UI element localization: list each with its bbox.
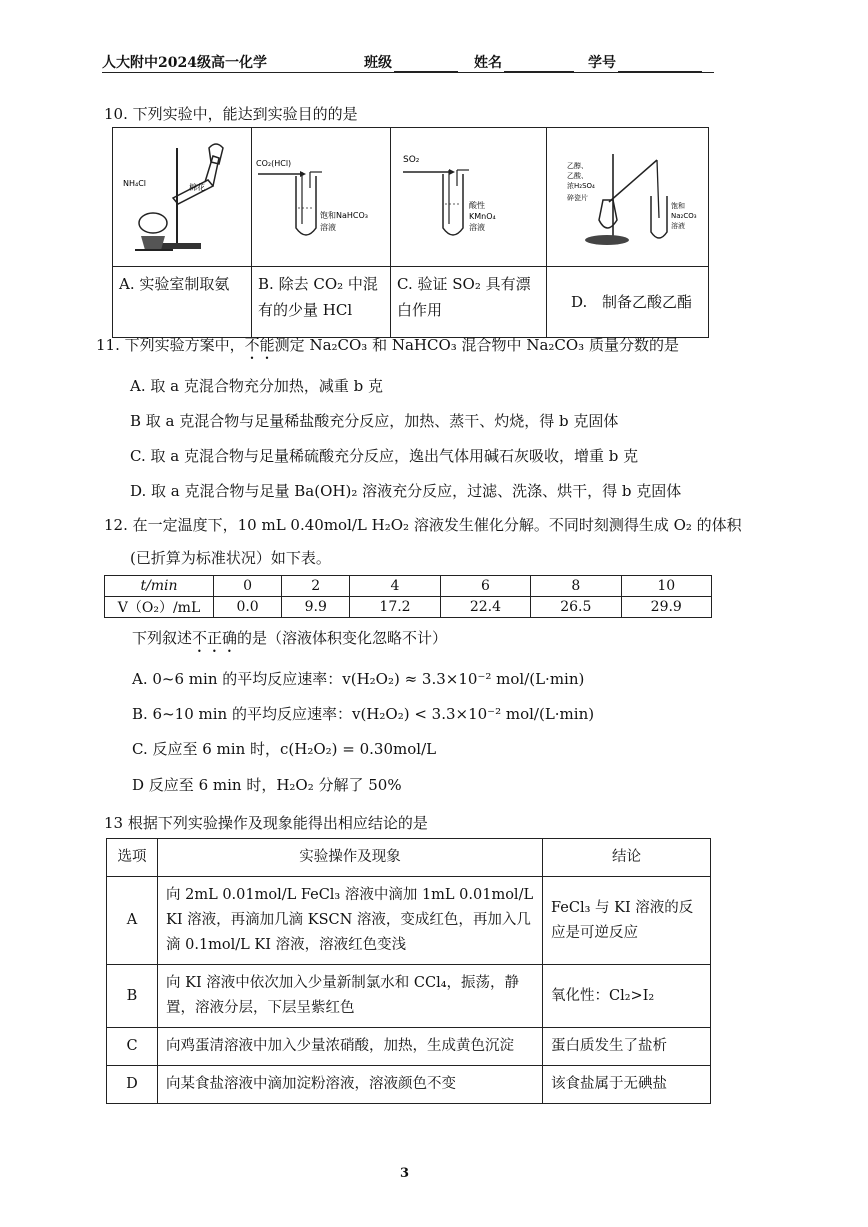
volume-cell: 29.9 bbox=[621, 597, 711, 618]
q12-ask: 下列叙述不正确的是（溶液体积变化忽略不计） bbox=[132, 629, 448, 647]
time-cell: 6 bbox=[440, 576, 530, 597]
q11-option-a[interactable]: A. 取 a 克混合物充分加热，减重 b 克 bbox=[130, 377, 383, 395]
volume-cell: 9.9 bbox=[282, 597, 350, 618]
label-so2: SO₂ bbox=[403, 155, 420, 165]
time-cell: 0 bbox=[214, 576, 282, 597]
row-operation: 向某食盐溶液中滴加淀粉溶液，溶液颜色不变 bbox=[158, 1066, 543, 1104]
q11-option-c[interactable]: C. 取 a 克混合物与足量稀硫酸充分反应，逸出气体用碱石灰吸收，增重 b 克 bbox=[130, 447, 639, 465]
so2-kmno4-figure bbox=[391, 128, 546, 262]
row-operation: 向 2mL 0.01mol/L FeCl₃ 溶液中滴加 1mL 0.01mol/L KI 溶液，再滴加几滴 KSCN 溶液，变成红色，再加入几滴 0.1mol/L KI 溶液，溶液红色变浅 bbox=[158, 877, 543, 965]
time-cell: 10 bbox=[621, 576, 711, 597]
row-header-time: t/min bbox=[105, 576, 214, 597]
volume-cell: 0.0 bbox=[214, 597, 282, 618]
header-conclusion: 结论 bbox=[543, 839, 711, 877]
name-label: 姓名 bbox=[474, 52, 574, 72]
label-solution: 溶液 bbox=[320, 223, 336, 232]
q13-stem: 13 根据下列实验操作及现象能得出相应结论的是 bbox=[104, 814, 428, 832]
label-h2so4: 浓H₂SO₄ bbox=[567, 182, 595, 190]
row-option: A bbox=[107, 877, 158, 965]
q10-stem: 10. 下列实验中，能达到实验目的的是 bbox=[104, 105, 358, 123]
table-row[interactable] bbox=[107, 965, 711, 1028]
row-option: B bbox=[107, 965, 158, 1028]
q11-emphasis: 不能 bbox=[244, 336, 275, 354]
row-conclusion: FeCl₃ 与 KI 溶液的反应是可逆反应 bbox=[543, 877, 711, 965]
row-operation: 向 KI 溶液中依次加入少量新制氯水和 CCl₄，振荡，静置，溶液分层，下层呈紫红色 bbox=[158, 965, 543, 1028]
label-acidic: 酸性 bbox=[469, 201, 485, 210]
school-title: 人大附中2024级高一化学 bbox=[102, 55, 267, 71]
id-label: 学号 bbox=[588, 52, 702, 72]
label-nh4cl: NH₄Cl bbox=[123, 179, 147, 188]
volume-cell: 22.4 bbox=[440, 597, 530, 618]
volume-cell: 17.2 bbox=[350, 597, 440, 618]
label-porcelain: 碎瓷片 bbox=[567, 194, 588, 202]
label-ethanol: 乙醇、 bbox=[567, 162, 588, 170]
row-operation: 向鸡蛋清溶液中加入少量浓硝酸，加热，生成黄色沉淀 bbox=[158, 1028, 543, 1066]
label-co2-hcl: CO₂(HCl) bbox=[256, 159, 292, 168]
label-nahco3: 饱和NaHCO₃ bbox=[320, 211, 368, 220]
label-saturated: 饱和 bbox=[671, 202, 685, 210]
q10-option-d[interactable]: D. 制备乙酸乙酯 bbox=[547, 267, 709, 338]
table-row[interactable] bbox=[107, 1028, 711, 1066]
volume-cell: 26.5 bbox=[531, 597, 621, 618]
q10-figure-d bbox=[547, 128, 709, 267]
label-solution-c: 溶液 bbox=[469, 223, 485, 232]
header-option: 选项 bbox=[107, 839, 158, 877]
table-row[interactable] bbox=[107, 877, 711, 965]
q12-stem-line1: 12. 在一定温度下，10 mL 0.40mol/L H₂O₂ 溶液发生催化分解。不同时刻测得生成 O₂ 的体积 bbox=[104, 516, 742, 534]
row-conclusion: 蛋白质发生了盐析 bbox=[543, 1028, 711, 1066]
ester-prep-figure bbox=[547, 128, 708, 262]
q12-option-a[interactable]: A. 0~6 min 的平均反应速率：v(H₂O₂) ≈ 3.3×10⁻² mol/(L·min) bbox=[132, 670, 585, 688]
row-option: D bbox=[107, 1066, 158, 1104]
q11-option-d[interactable]: D. 取 a 克混合物与足量 Ba(OH)₂ 溶液充分反应，过滤、洗涤、烘干，得 b 克固体 bbox=[130, 482, 682, 500]
page-number: 3 bbox=[400, 1166, 410, 1181]
q10-figure-c bbox=[391, 128, 547, 267]
time-cell: 8 bbox=[531, 576, 621, 597]
q12-data-table bbox=[104, 575, 712, 618]
row-conclusion: 该食盐属于无碘盐 bbox=[543, 1066, 711, 1104]
q10-option-b[interactable]: B. 除去 CO₂ 中混有的少量 HCl bbox=[252, 267, 391, 338]
label-kmno4: KMnO₄ bbox=[469, 212, 496, 221]
header-operation: 实验操作及现象 bbox=[158, 839, 543, 877]
q12-option-c[interactable]: C. 反应至 6 min 时，c(H₂O₂) = 0.30mol/L bbox=[132, 740, 437, 758]
time-cell: 4 bbox=[350, 576, 440, 597]
q12-option-d[interactable]: D 反应至 6 min 时，H₂O₂ 分解了 50% bbox=[132, 776, 402, 794]
q10-option-a[interactable]: A. 实验室制取氨 bbox=[113, 267, 252, 338]
row-conclusion: 氧化性：Cl₂>I₂ bbox=[543, 965, 711, 1028]
label-cotton: 棉花 bbox=[189, 183, 205, 192]
label-solution-d: 溶液 bbox=[671, 222, 685, 230]
q12-option-b[interactable]: B. 6~10 min 的平均反应速率：v(H₂O₂) < 3.3×10⁻² mol/(L·min) bbox=[132, 705, 595, 723]
q11-option-b[interactable]: B 取 a 克混合物与足量稀盐酸充分反应，加热、蒸干、灼烧，得 b 克固体 bbox=[130, 412, 619, 430]
q13-table bbox=[106, 838, 711, 1104]
co2-washing-figure bbox=[252, 128, 390, 262]
class-label: 班级 bbox=[364, 52, 458, 72]
table-row[interactable] bbox=[107, 1066, 711, 1104]
q10-option-c[interactable]: C. 验证 SO₂ 具有漂白作用 bbox=[391, 267, 547, 338]
page-header bbox=[102, 50, 714, 73]
q10-figure-a bbox=[113, 128, 252, 267]
q12-stem-line2: (已折算为标准状况）如下表。 bbox=[130, 549, 331, 567]
q10-figure-b bbox=[252, 128, 391, 267]
label-acetic-acid: 乙酸、 bbox=[567, 172, 588, 180]
label-na2co3: Na₂CO₃ bbox=[671, 212, 697, 220]
q10-table bbox=[112, 127, 709, 338]
row-header-volume: V（O₂）/mL bbox=[105, 597, 214, 618]
q12-emphasis: 不正确 bbox=[192, 629, 238, 647]
q11-stem: 11. 下列实验方案中，不能测定 Na₂CO₃ 和 NaHCO₃ 混合物中 Na₂CO₃ 质量分数的是 bbox=[96, 336, 679, 354]
ammonia-apparatus-figure bbox=[113, 128, 251, 262]
time-cell: 2 bbox=[282, 576, 350, 597]
row-option: C bbox=[107, 1028, 158, 1066]
